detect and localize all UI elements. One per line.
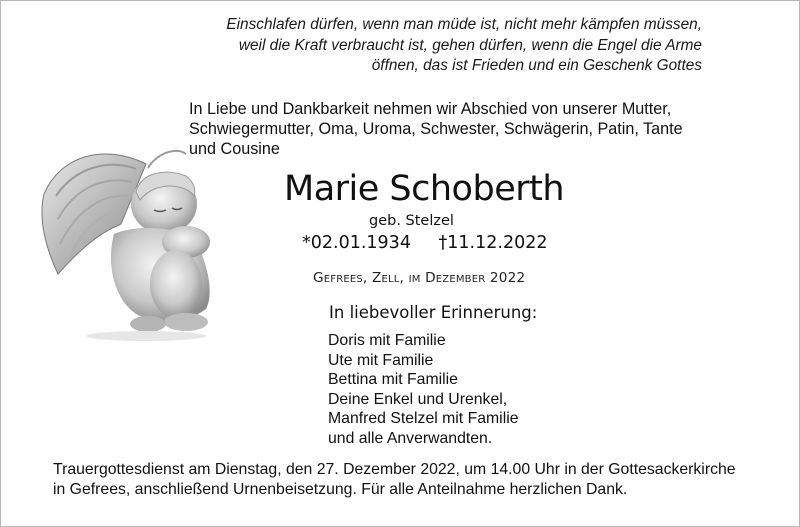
quote-line: öffnen, das ist Frieden und ein Geschenk Gottes <box>371 57 702 74</box>
life-dates <box>302 231 602 255</box>
place-and-date: Gefrees, Zell, im Dezember 2022 <box>313 270 526 286</box>
funeral-service-notice <box>53 460 793 500</box>
mourner: Deine Enkel und Urenkel, <box>328 390 508 408</box>
mourners-list <box>328 331 588 448</box>
mourner: und alle Anverwandten. <box>328 429 493 447</box>
mourner: Doris mit Familie <box>328 332 446 349</box>
intro-line: und Cousine <box>189 140 280 158</box>
sleeping-angel-icon <box>36 124 256 344</box>
mourner: Manfred Stelzel mit Familie <box>328 410 519 427</box>
deceased-name: Marie Schoberth <box>284 169 565 209</box>
service-line: Trauergottesdienst am Dienstag, den 27. Dezember 2022, um 14.00 Uhr in der Gottesackerkirche <box>53 461 736 478</box>
birth-date: *02.01.1934 <box>302 233 411 253</box>
service-line: in Gefrees, anschließend Urnenbeisetzung. Für alle Anteilnahme herzlichen Dank. <box>53 481 628 498</box>
farewell-intro <box>189 99 749 159</box>
quote-line: Einschlafen dürfen, wenn man müde ist, nicht mehr kämpfen müssen, <box>226 16 702 33</box>
quote-line: weil die Kraft verbraucht ist, gehen dürfen, wenn die Engel die Arme <box>238 36 702 54</box>
mourner: Ute mit Familie <box>328 351 434 369</box>
death-date: †11.12.2022 <box>438 233 548 253</box>
intro-line: Schwiegermutter, Oma, Uroma, Schwester, Schwägerin, Patin, Tante <box>189 120 683 138</box>
opening-quote <box>142 15 702 77</box>
maiden-name: geb. Stelzel <box>369 213 454 229</box>
memory-heading: In liebevoller Erinnerung: <box>329 303 538 322</box>
intro-line: In Liebe und Dankbarkeit nehmen wir Abschied von unserer Mutter, <box>189 100 672 118</box>
mourner: Bettina mit Familie <box>328 371 458 388</box>
